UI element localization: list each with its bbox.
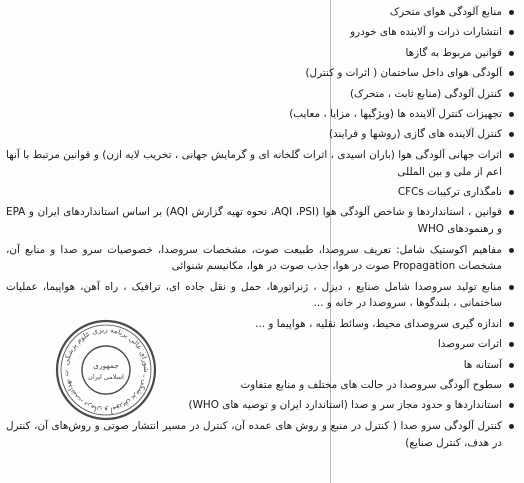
bullet-icon [509,424,514,429]
list-item [6,65,516,82]
bullet-icon [509,71,514,76]
list-item [6,4,516,21]
list-item [6,24,516,41]
list-item [6,126,516,143]
bullet-icon [509,92,514,97]
item-text: کنترل آلاینده های گازی (روشها و فرایند) [329,128,502,141]
item-text: اثرات جهانی آلودگی هوا (باران اسیدی ، اثرات گلخانه ای و گرمایش جهانی ، تخریب لایه ازن) و قوانین مرتبط با آنها اعم از ملی و بین المللی [6,148,502,178]
list-item [6,184,516,201]
item-text: اثرات سروصدا [437,338,502,351]
item-text: منابع آلودگی هوای متحرک [389,6,502,18]
item-text: کنترل آلودگی (منابع ثابت ، متحرک) [349,87,502,100]
bullet-icon [509,51,514,56]
item-text: اندازه گیری سروصدای محیط، وسائط نقلیه ، هواپیما و ... [255,317,502,330]
item-text: آلودگی هوای داخل ساختمان ( اثرات و کنترل) [305,67,502,80]
list-item [6,418,516,452]
bullet-icon [509,403,514,408]
bullet-icon [509,363,514,368]
item-text: منابع تولید سروصدا شامل صنایع ، دیزل ، ژنراتورها، حمل و نقل جاده ای، ترافیک ، راه آهن، هواپیما، عملیات ساختمانی ، بلندگوها ، سروصدا در خانه و ... [6,280,502,310]
item-text: نامگذاری ترکیبات CFCs [397,185,502,198]
list-item [6,106,516,123]
bullet-icon [509,383,514,388]
item-text: قوانین مربوط به گازها [405,46,502,59]
stamp-outer-ring [57,321,155,419]
bullet-icon [509,248,514,253]
item-text: انتشارات ذرات و آلاینده های خودرو [350,26,502,39]
stamp-center-line-1: جمهوری [93,361,119,370]
bullet-icon [509,132,514,137]
stamp-center-line-2: اسلامی ایران [88,373,124,381]
bullet-icon [509,30,514,35]
item-text: آستانه ها [463,358,502,371]
item-text: استانداردها و حدود مجاز سر و صدا (استاندارد ایران و توصیه های WHO) [188,399,502,412]
list-item [6,204,516,238]
bullet-icon [509,210,514,215]
stamp-outer-text: ت بهداشت، درمان و آموزش پزشکی ـ شورای عالی برنامه ریزی علوم پزشکی [60,324,152,416]
bullet-icon [509,285,514,290]
item-text: سطوح آلودگی سروصدا در حالت های مختلف و منابع متفاوت [240,379,502,392]
bullet-icon [509,342,514,347]
official-stamp-icon [54,318,158,422]
item-text: تجهیزات کنترل آلاینده ها (ویژگیها ، مزایا ، معایب) [289,107,502,120]
bullet-icon [509,112,514,117]
item-text: قوانین ، استانداردها و شاخص آلودگی هوا (AQI ،PSI، نحوه تهیه گزارش AQI) بر اساس استانداردهای ایران و EPA و رهنمودهای WHO [6,206,502,236]
list-item [6,147,516,181]
bullet-icon [509,322,514,327]
bullet-icon [509,153,514,158]
bullet-icon [509,190,514,195]
list-item [6,279,516,313]
list-item [6,86,516,103]
list-item [6,242,516,276]
list-item [6,45,516,62]
item-text: کنترل آلودگی سرو صدا ( کنترل در منبع و روش های عمده آن، کنترل در مسیر انتشار صوتی و روش‌های آن، کنترل در هدف، کنترل صنایع) [6,419,502,449]
bullet-icon [509,10,514,15]
item-text: مفاهیم اکوستیک شامل: تعریف سروصدا، طبیعت صوت، مشخصات سروصدا، خصوصیات سرو صدا و منابع آن، مشخصات Propagation صوت در هوا، جذب صوت در هوا، مکانیسم شنوائی [6,243,502,273]
stamp-center-ring [82,346,130,394]
